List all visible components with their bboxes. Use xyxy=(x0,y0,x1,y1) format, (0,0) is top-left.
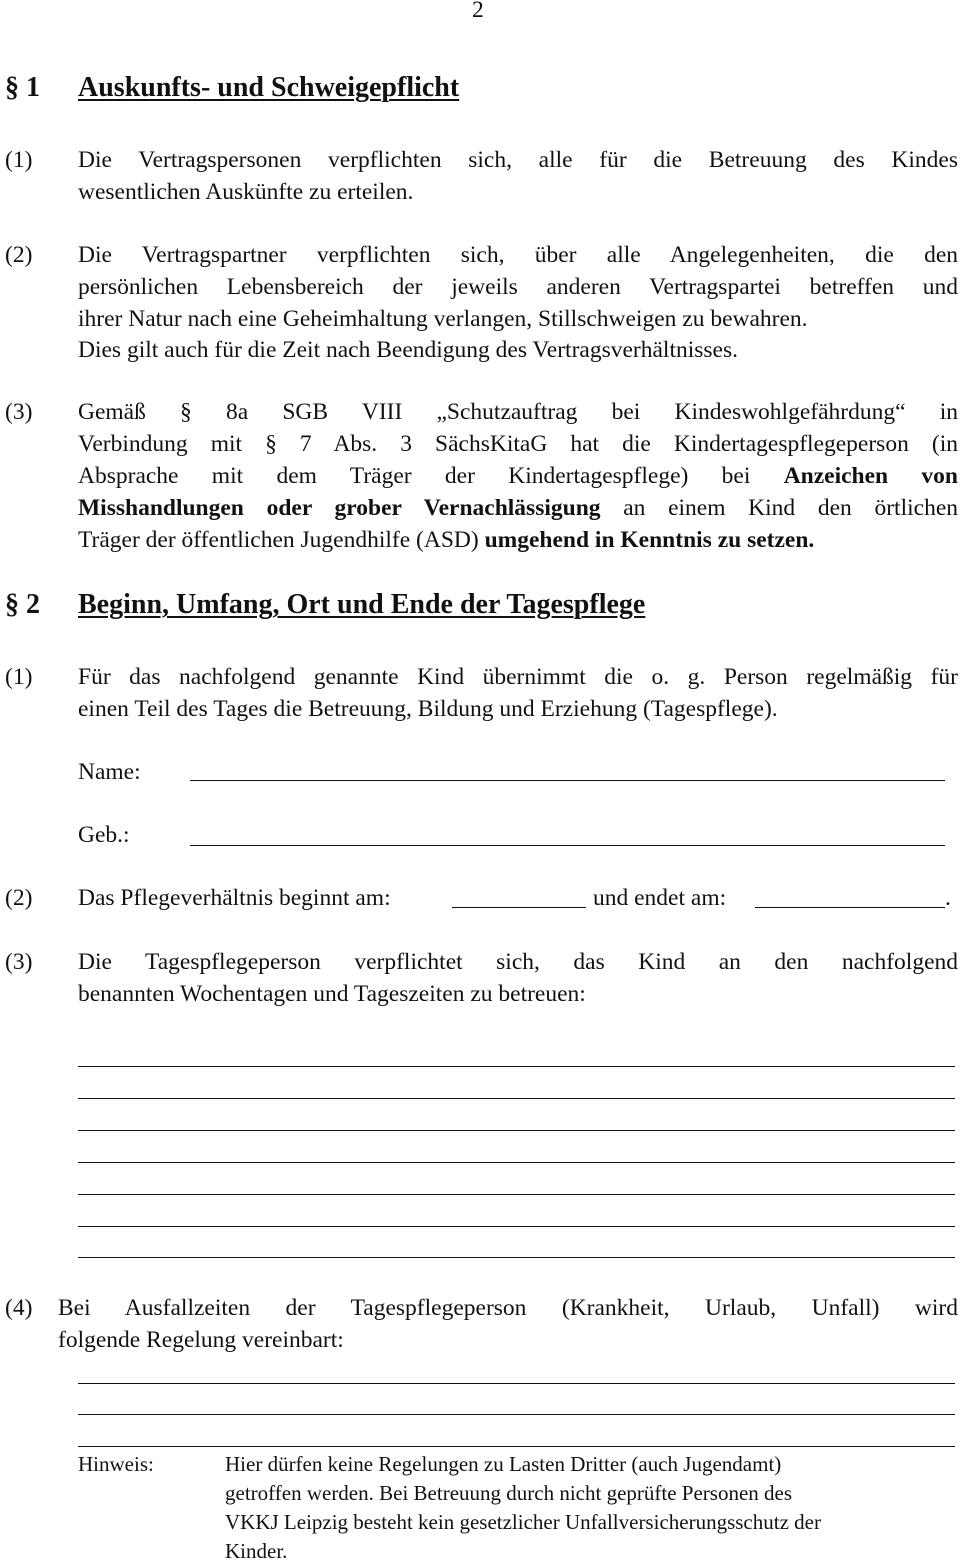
section-2-title-text: Beginn, Umfang, Ort und Ende der Tagespflege xyxy=(78,589,646,620)
start-date-label: Das Pflegeverhältnis beginnt am: xyxy=(78,885,391,911)
section-1-title xyxy=(78,70,459,106)
section-2-title xyxy=(78,587,645,623)
note-line: Kinder. xyxy=(225,1539,288,1563)
birthdate-field[interactable] xyxy=(190,845,945,846)
absence-blank-line[interactable] xyxy=(78,1446,955,1447)
section-2-symbol: § 2 xyxy=(5,589,40,620)
s1-p3-text: Träger der öffentlichen Jugendhilfe (ASD) xyxy=(78,527,479,553)
s1-p3-bold-text: Anzeichen von xyxy=(783,463,958,489)
note-label: Hinweis: xyxy=(78,1452,154,1476)
start-date-field[interactable] xyxy=(452,907,586,908)
page-number: 2 xyxy=(472,0,484,23)
s1-p3-line xyxy=(78,492,958,524)
name-label: Name: xyxy=(78,759,141,785)
end-date-field[interactable] xyxy=(755,907,945,908)
note-line: VKKJ Leipzig besteht kein gesetzlicher Unfallversicherungsschutz der xyxy=(225,1510,821,1534)
s1-p1-number: (1) xyxy=(5,147,33,173)
s1-p3-bold-text: umgehend in Kenntnis zu setzen. xyxy=(484,527,815,553)
s2-p1-line: einen Teil des Tages die Betreuung, Bildung und Erziehung (Tagespflege). xyxy=(78,696,778,722)
s2-p3-line: Die Tagespflegeperson verpflichtet sich, das Kind an den nachfolgend xyxy=(78,949,958,975)
s1-p3-text: an einem Kind den örtlichen xyxy=(623,495,958,521)
end-date-label: und endet am: xyxy=(593,885,727,911)
s1-p2-line: ihrer Natur nach eine Geheimhaltung verlangen, Stillschweigen zu bewahren. xyxy=(78,306,808,332)
schedule-blank-line[interactable] xyxy=(78,1226,955,1227)
s2-p1-line: Für das nachfolgend genannte Kind übernimmt die o. g. Person regelmäßig für xyxy=(78,664,958,690)
s1-p1-line: Die Vertragspersonen verpflichten sich, alle für die Betreuung des Kindes xyxy=(78,147,958,173)
schedule-blank-line[interactable] xyxy=(78,1194,955,1195)
s2-p2-number: (2) xyxy=(5,885,33,911)
absence-blank-line[interactable] xyxy=(78,1414,955,1415)
name-field[interactable] xyxy=(190,780,945,781)
schedule-blank-line[interactable] xyxy=(78,1098,955,1099)
s2-p3-line: benannten Wochentagen und Tageszeiten zu betreuen: xyxy=(78,981,586,1007)
s1-p3-line: Gemäß § 8a SGB VIII „Schutzauftrag bei Kindeswohlgefährdung“ in xyxy=(78,399,958,425)
s1-p3-bold-text: Misshandlungen oder grober Vernachlässigung xyxy=(78,495,601,521)
s2-p3-number: (3) xyxy=(5,949,33,975)
section-1-title-text: Auskunfts- und Schweigepflicht xyxy=(78,72,460,103)
s2-p4-line: folgende Regelung vereinbart: xyxy=(58,1327,344,1353)
s1-p2-line: Die Vertragspartner verpflichten sich, über alle Angelegenheiten, die den xyxy=(78,242,958,268)
schedule-blank-line[interactable] xyxy=(78,1066,955,1067)
s1-p3-line: Verbindung mit § 7 Abs. 3 SächsKitaG hat die Kindertagespflegeperson (in xyxy=(78,431,958,457)
schedule-blank-line[interactable] xyxy=(78,1130,955,1131)
birthdate-label: Geb.: xyxy=(78,822,130,848)
schedule-blank-line[interactable] xyxy=(78,1257,955,1258)
s1-p3-line xyxy=(78,524,958,556)
end-punct: . xyxy=(945,885,951,911)
s1-p2-line: Dies gilt auch für die Zeit nach Beendigung des Vertragsverhältnisses. xyxy=(78,337,738,363)
s1-p3-line xyxy=(78,460,958,492)
note-line: getroffen werden. Bei Betreuung durch nicht geprüfte Personen des xyxy=(225,1481,793,1505)
s1-p3-number: (3) xyxy=(5,399,33,425)
absence-blank-line[interactable] xyxy=(78,1383,955,1384)
s1-p2-number: (2) xyxy=(5,242,33,268)
s2-p4-number: (4) xyxy=(5,1295,33,1321)
note-line: Hier dürfen keine Regelungen zu Lasten Dritter (auch Jugendamt) xyxy=(225,1452,782,1476)
section-1-symbol: § 1 xyxy=(5,72,40,103)
s2-p4-line: Bei Ausfallzeiten der Tagespflegeperson (Krankheit, Urlaub, Unfall) wird xyxy=(58,1295,958,1321)
s1-p3-text: Absprache mit dem Träger der Kindertagespflege) bei xyxy=(78,463,751,489)
s2-p1-number: (1) xyxy=(5,664,33,690)
s1-p2-line: persönlichen Lebensbereich der jeweils anderen Vertragspartei betreffen und xyxy=(78,274,958,300)
schedule-blank-line[interactable] xyxy=(78,1162,955,1163)
s1-p1-line: wesentlichen Auskünfte zu erteilen. xyxy=(78,179,414,205)
